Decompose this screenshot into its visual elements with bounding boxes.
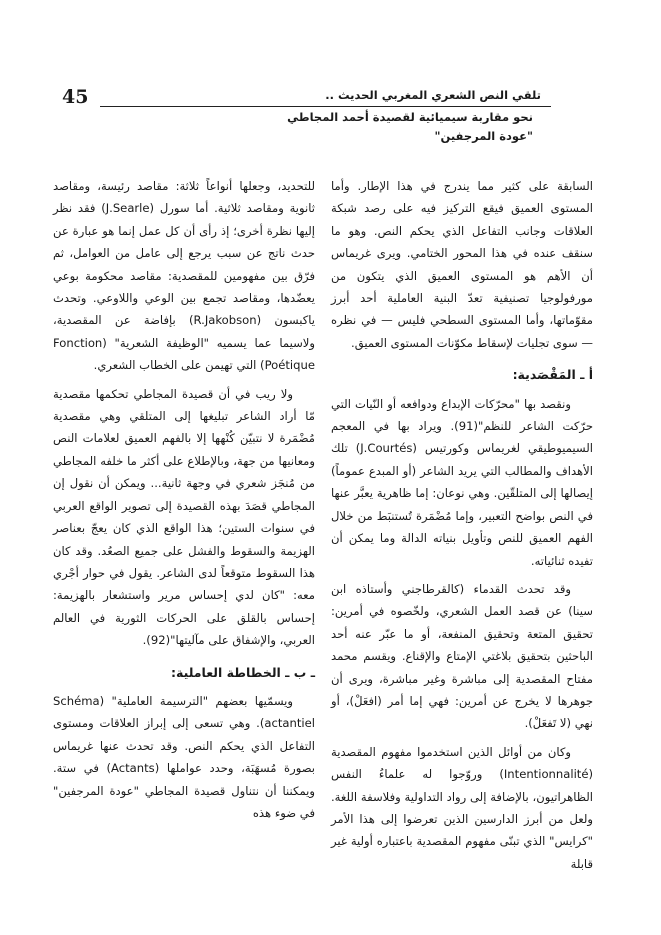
- paragraph: السابقة على كثير مما يندرج في هذا الإطار. وأما المستوى العميق فيقع التركيز فيه على رصد شبكة العلاقات وجانب التفاعل الذي يحكم النص. وهو ما سنقف عنده في هذا المحور الختامي. ويرى غريماس أن الأهم هو المستوى العميق الذي يتكون من مورفولوجيا تصنيفية تعدّ البنية العاملية أحد أبرز مقوّماتها، وأما المستوى السطحي فليس — في نظره — سوى تجليات لإسقاط مكوّنات المستوى العميق.: [331, 179, 593, 350]
- article-subtitle-line-2: "عودة المرجفين": [434, 129, 533, 143]
- paragraph: وقد تحدث القدماء (كالقرطاجني وأستاذه ابن سينا) عن قصد العمل الشعري، ولخّصوه في أمرين: تحقيق المتعة وتحقيق المنفعة، أو ما عبّر عنه أحد الباحثين بتحقيق بلاغتي الإمتاع والإقناع. ويقسم محمد مفتاح المقصدية إلى مباشرة وغير مباشرة، ويرى أن جوهرها لا يخرج عن أمرين: فهي إما أمر (افعَلْ)، أو نهي (لا تَفعَلْ).: [331, 581, 593, 731]
- paragraph: للتحديد، وجعلها أنواعاً ثلاثة: مقاصد رئيسة، ومقاصد ثانوية ومقاصد ثلاثية. أما سورل (J.Searle) فقد نظر إليها نظرة أخرى؛ إذ رأى أن كل عمل إنما هو عبارة عن حدث ناتج عن سبب يرجع إلى عامل من العوامل، ثم فرّق بين مفهومين للمقصدية: مقاصد محكومة بوعي يعضّدها، ومقاصد تجمع بين الوعي واللاوعي. وتحدث ياكبسون (R.Jakobson) بإفاضة عن المقصدية، ولاسيما عما يسميه "الوظيفة الشعرية" (Fonction Poétique) التي تهيمن على الخطاب الشعري.: [53, 179, 315, 373]
- right-text-column: [331, 175, 593, 875]
- running-title: تلقي النص الشعري المغربي الحديث ..: [325, 88, 541, 102]
- section-heading-intentionality: أ ـ المَقْصَدية:: [512, 367, 593, 383]
- left-text-column: [53, 175, 315, 824]
- article-subtitle-line-1: نحو مقاربة سيميائية لقصيدة أحمد المجاطي: [287, 110, 533, 124]
- header-divider: [100, 106, 551, 107]
- paragraph: وكان من أوائل الذين استخدموا مفهوم المقصدية (Intentionnalité) وروّجوا له علماءُ النفس الظاهراتيون، بالإضافة إلى رواد التداولية وفلاسفة اللغة. ولعل من أبرز الدارسين الذين تعرضوا إلى هذا الأمر "كرايس" الذي تبنّى مفهوم المقصدية باعتباره أولية غير قابلة: [331, 744, 593, 871]
- paragraph: ويسمّيها بعضهم "الترسيمة العاملية" (Schéma actantiel). وهي تسعى إلى إبراز العلاقات ومستوى التفاعل الذي يحكم النص. وقد تحدث عنها غريماس بصورة مُسهَبَة، وحدد عواملها (Actants) في ستة. ويمكننا أن نتناول قصيدة المجاطي "عودة المرجفين" في ضوء هذه: [53, 693, 315, 820]
- page-number: 45: [62, 86, 89, 108]
- paragraph: ولا ريب في أن قصيدة المجاطي تحكمها مقصدية مّا أراد الشاعر تبليغها إلى المتلقي وهي مقصدية مُضْمَرة لا نتبيّن كُنْهها إلا بالفهم العميق لعلامات النص ومعانيها من جهة، وبالإطلاع على أكثر ما خلفه المجاطي من مُنجَز شعري في وجهة ثانية... ويمكن أن نقول إن المجاطي قصَدَ بهذه القصيدة إلى تصوير الواقع العربي في سنوات الستين؛ هذا الواقع الذي كان يعجّ بعناصر الهزيمة والسقوط والفشل على جميع الصعُد. وقد كان هذا السقوط متوقعاً لدى الشاعر. يقول في حوار أجْري معه: "كان لدي إحساس مرير واستشعار بالهزيمة: إحساس بالقلق على الحركات الثورية في العالم العربي، والإشفاق على مآليتها"(92).: [53, 386, 315, 648]
- section-heading-actantial-schema: ـ ب ـ الخطاطة العاملية:: [171, 664, 315, 680]
- paragraph: ونقصد بها "محرّكات الإبداع ودوافعه أو النّيات التي حرّكت الشاعر للنظم"(91). ويراد بها في المعجم السيميوطيقي لغريماس وكورتيس (J.Courtés) تلك الأهداف والمطالب التي يريد الشاعر (أو المبدع عموماً) إيصالها إلى المتلقّين. وهي نوعان: إما ظاهرية يعبَّر عنها في النص بواضح التعبير، وإما مُضْمَرة تُستنبَط من خلال الفهم العميق للنص وتأويل بنياته الدالة وما يمكن أن تفيده ثنائياته.: [331, 396, 594, 568]
